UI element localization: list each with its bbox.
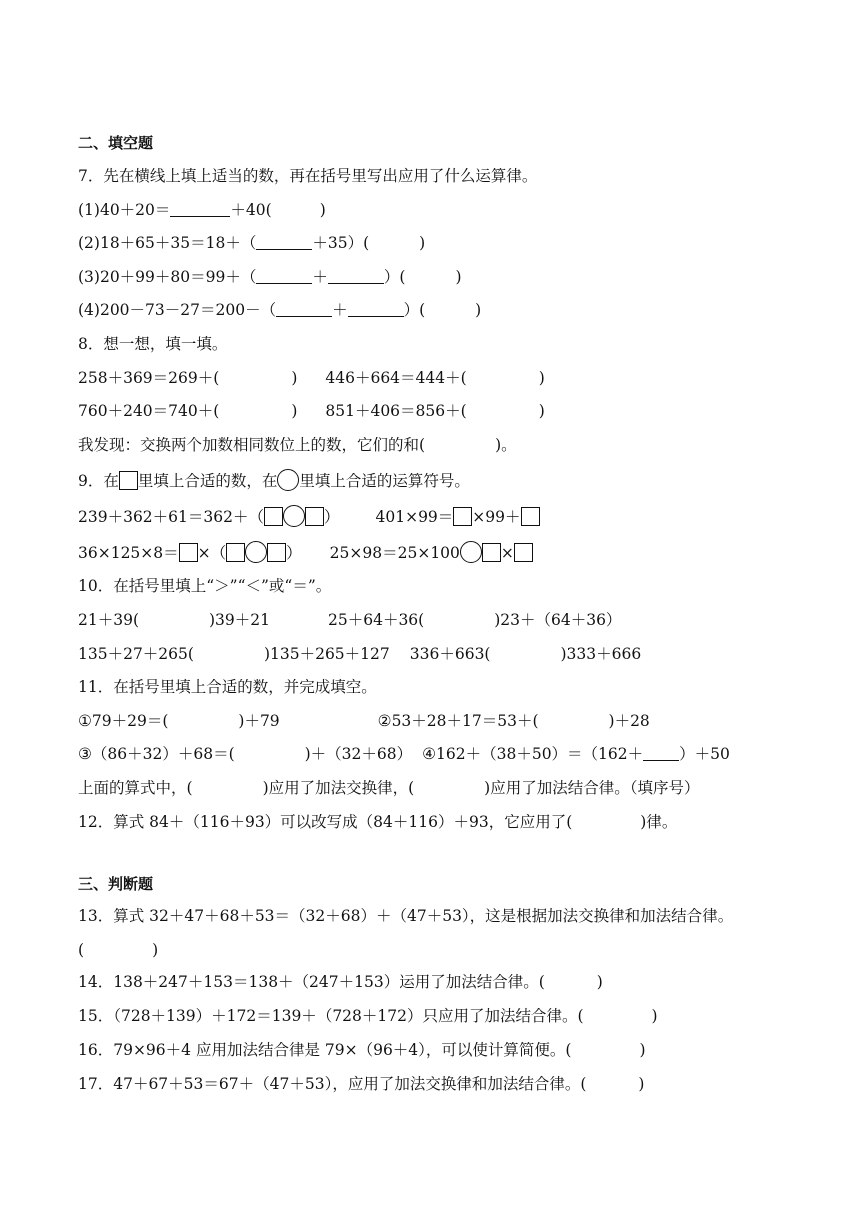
answer-circle[interactable] (283, 505, 305, 527)
question-13-answer: ( ) (78, 941, 159, 959)
circle-symbol (277, 469, 299, 491)
answer-blank[interactable] (170, 202, 230, 217)
answer-blank[interactable] (256, 269, 312, 284)
question-8-finding: 我发现：交换两个加数相同数位上的数，它们的和( )。 (78, 436, 517, 454)
question-13: 13．算式 32＋47＋68＋53＝（32＋68）＋（47＋53），这是根据加法交换律和加法结合律。 (78, 907, 734, 925)
answer-box[interactable] (514, 543, 533, 562)
question-15: 15．（728＋139）＋172＝139＋（728＋172）只应用了加法结合律。( ) (78, 1007, 658, 1025)
question-10-row-1: 21＋39( )39＋21 25＋64＋36( )23＋（64＋36） (78, 611, 622, 629)
answer-box[interactable] (179, 543, 198, 562)
question-14: 14．138＋247＋153＝138＋（247＋153）运用了加法结合律。( ) (78, 973, 603, 991)
question-11-row-3: 上面的算式中，( )应用了加法交换律，( )应用了加法结合律。（填序号） (78, 779, 700, 797)
answer-box[interactable] (305, 507, 324, 526)
question-9-row-1: 239＋362＋61＝362＋（ ） 401×99＝ ×99＋ (78, 505, 540, 527)
section-3-title: 三、判断题 (78, 875, 154, 893)
answer-circle[interactable] (245, 541, 267, 563)
question-8-row-1: 258＋369＝269＋( ) 446＋664＝444＋( ) (78, 369, 545, 387)
question-11-row-2: ③（86＋32）＋68＝( )＋（32＋68） ④162＋（38＋50）＝（162＋ ）＋50 (78, 745, 730, 763)
answer-box[interactable] (521, 507, 540, 526)
answer-blank[interactable] (643, 746, 679, 761)
question-7-part-1: (1)40＋20＝ ＋40( ) (78, 201, 326, 219)
question-17: 17．47＋67＋53＝67＋（47＋53），应用了加法交换律和加法结合律。( ) (78, 1075, 645, 1093)
answer-blank[interactable] (348, 302, 404, 317)
answer-blank[interactable] (256, 235, 312, 250)
question-7-part-2: (2)18＋65＋35＝18＋（ ＋35）( ) (78, 234, 426, 252)
question-10-row-2: 135＋27＋265( )135＋265＋127 336＋663( )333＋666 (78, 645, 642, 663)
question-12: 12．算式 84＋（116＋93）可以改写成（84＋116）＋93，它应用了( )律。 (78, 813, 678, 831)
question-7-part-4: (4)200－73－27＝200－（ ＋ ）( ) (78, 301, 482, 319)
question-9-row-2: 36×125×8＝ ×（ ） 25×98＝25×100 × (78, 541, 533, 563)
answer-blank[interactable] (328, 269, 384, 284)
section-2-title: 二、填空题 (78, 134, 154, 152)
answer-circle[interactable] (460, 541, 482, 563)
answer-box[interactable] (264, 507, 283, 526)
question-9-stem: 9．在 里填上合适的数，在 里填上合适的运算符号。 (78, 469, 470, 491)
answer-box[interactable] (453, 507, 472, 526)
question-7-stem: 7．先在横线上填上适当的数，再在括号里写出应用了什么运算律。 (78, 167, 538, 185)
question-8-row-2: 760＋240＝740＋( ) 851＋406＝856＋( ) (78, 402, 545, 420)
question-10-stem: 10．在括号里填上“＞”“＜”或“＝”。 (78, 577, 332, 595)
question-7-part-3: (3)20＋99＋80＝99＋（ ＋ ）( ) (78, 268, 462, 286)
question-11-row-1: ①79＋29＝( )＋79 ②53＋28＋17＝53＋( )＋28 (78, 712, 650, 730)
answer-blank[interactable] (276, 302, 332, 317)
question-8-stem: 8．想一想，填一填。 (78, 335, 228, 353)
answer-box[interactable] (226, 543, 245, 562)
answer-box[interactable] (267, 543, 286, 562)
box-symbol (119, 471, 138, 490)
answer-box[interactable] (482, 543, 501, 562)
question-11-stem: 11．在括号里填上合适的数，并完成填空。 (78, 678, 377, 696)
question-16: 16．79×96＋4 应用加法结合律是 79×（96＋4），可以使计算简便。( ) (78, 1041, 646, 1059)
